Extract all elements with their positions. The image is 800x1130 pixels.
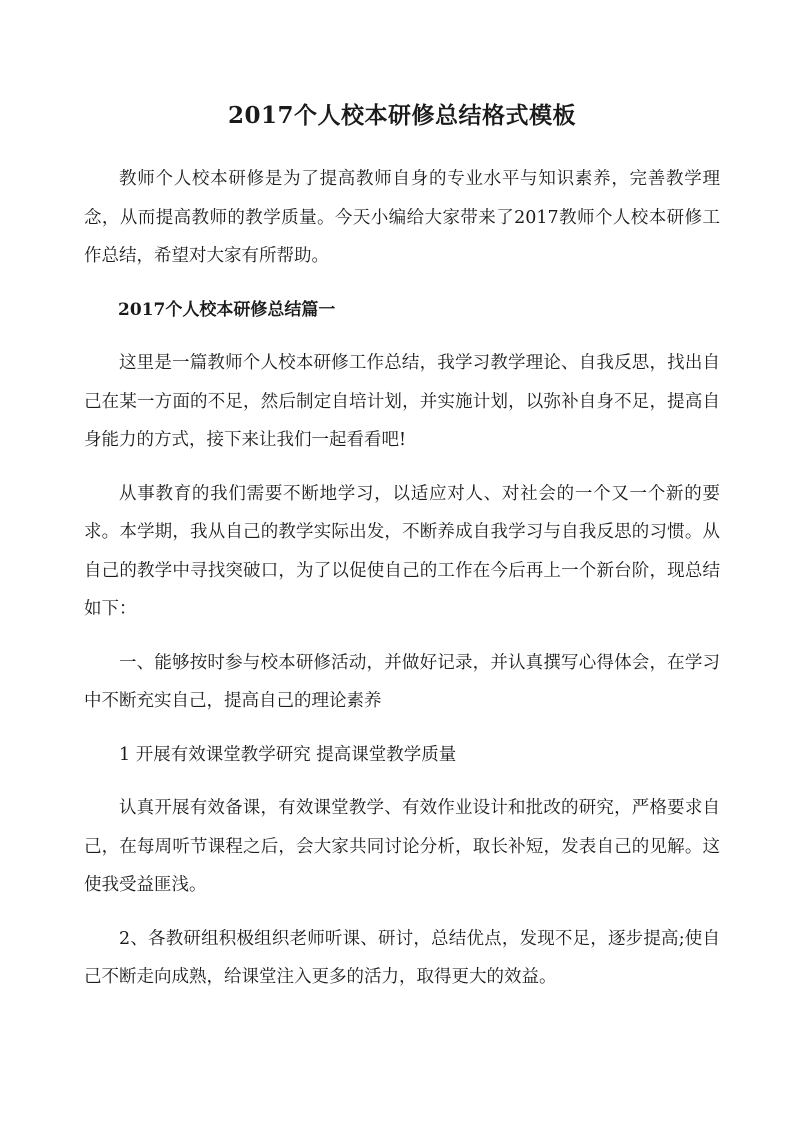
body-paragraph: 从事教育的我们需要不断地学习，以适应对人、对社会的一个又一个新的要求。本学期，我从自己的教学实际出发，不断养成自我学习与自我反思的习惯。从自己的教学中寻找突破口，为了以促使自己的工作在今后再上一个新台阶，现总结如下： [84,483,720,619]
document-title: 2017个人校本研修总结格式模板 [227,102,576,129]
section-heading: 2017个人校本研修总结篇一 [118,299,336,320]
body-paragraph: 1 开展有效课堂教学研究 提高课堂教学质量 [119,744,457,765]
body-paragraph: 认真开展有效备课，有效课堂教学、有效作业设计和批改的研究，严格要求自己，在每周听节课程之后，会大家共同讨论分析，取长补短，发表自己的见解。这使我受益匪浅。 [84,798,720,895]
document-page [84,100,720,1012]
body-paragraph: 这里是一篇教师个人校本研修工作总结，我学习教学理论、自我反思，找出自己在某一方面的不足，然后制定自培计划，并实施计划，以弥补自身不足，提高自身能力的方式，接下来让我们一起看看吧! [84,353,720,450]
body-paragraph: 2、各教研组积极组织老师听课、研讨，总结优点，发现不足，逐步提高;使自己不断走向成熟，给课堂注入更多的活力，取得更大的效益。 [84,928,720,987]
body-paragraph: 一、能够按时参与校本研修活动，并做好记录，并认真撰写心得体会，在学习中不断充实自己，提高自己的理论素养 [84,652,720,711]
intro-paragraph: 教师个人校本研修是为了提高教师自身的专业水平与知识素养，完善教学理念，从而提高教师的教学质量。今天小编给大家带来了2017教师个人校本研修工作总结，希望对大家有所帮助。 [84,169,720,266]
